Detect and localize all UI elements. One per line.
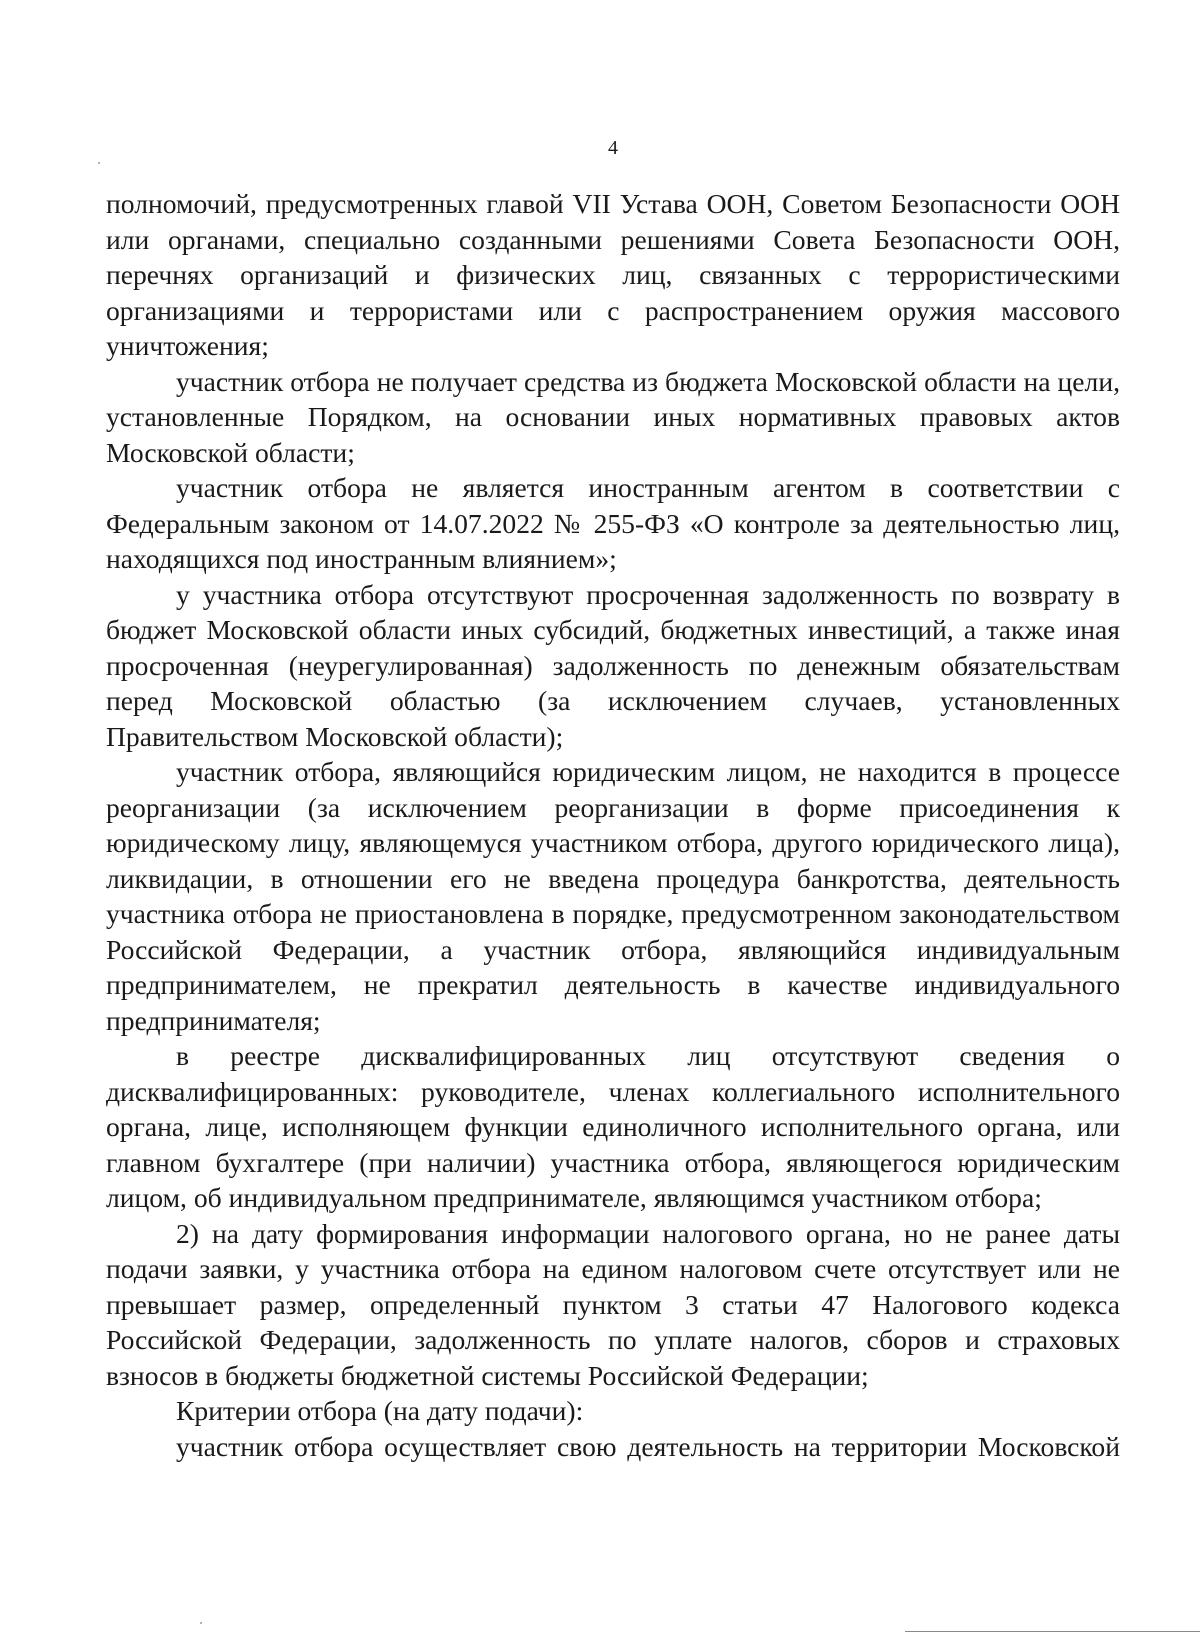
scan-artifact-edge-line: [905, 1631, 1200, 1632]
paragraph-territory-criterion: участник отбора осуществляет свою деятельность на территории Московской: [176, 1430, 1120, 1462]
page-number: 4: [608, 137, 618, 159]
paragraph-tax-debt-condition: 2) на дату формирования информации налогового органа, но не ранее даты подачи заявки, у участника отбора на едином налоговом счете отсутствует или не превышает размер, определенный пунктом 3 статьи 47 Налогового кодекса Российской Федерации, задолженность по уплате налогов, сборов и страховых взносов в бюджеты бюджетной системы Российской Федерации;: [106, 1217, 1120, 1391]
paragraph-un-sanctions-continuation: полномочий, предусмотренных главой VII Устава ООН, Советом Безопасности ООН или органами, специально созданными решениями Совета Безопасности ООН, перечнях организаций и физических лиц, связанных с террористическими организациями и террористами или с распространением оружия массового уничтожения;: [106, 188, 1120, 361]
paragraph-selection-criteria-heading: Критерии отбора (на дату подачи):: [176, 1395, 584, 1426]
paragraph-no-reorganization: участник отбора, являющийся юридическим лицом, не находится в процессе реорганизации (за исключением реорганизации в форме присоединения к юридическому лицу, являющемуся участником отбора, другого юридического лица), ликвидации, в отношении его не введена процедура банкротства, деятельность участника отбора не приостановлена в порядке, предусмотренном законодательством Российской Федерации, а участник отбора, являющийся индивидуальным предпринимателем, не прекратил деятельность в качестве индивидуального предпринимателя;: [106, 756, 1120, 1036]
paragraph-disqualified-persons-registry: в реестре дисквалифицированных лиц отсутствуют сведения о дисквалифицированных: руководителе, членах коллегиального исполнительного органа, лице, исполняющем функции единоличного исполнительного органа, или главном бухгалтере (при наличии) участника отбора, являющегося юридическим лицом, об индивидуальном предпринимателе, являющимся участником отбора;: [106, 1040, 1120, 1213]
scan-artifact-dot: [200, 1622, 202, 1624]
scan-artifact-dot: [98, 162, 100, 164]
paragraph-not-foreign-agent: участник отбора не является иностранным агентом в соответствии с Федеральным законом от 14.07.2022 № 255-ФЗ «О контроле за деятельностью лиц, находящихся под иностранным влиянием»;: [106, 472, 1120, 574]
paragraph-no-overdue-debt: у участника отбора отсутствуют просроченная задолженность по возврату в бюджет Московской области иных субсидий, бюджетных инвестиций, а также иная просроченная (неурегулированная) задолженность по денежным обязательствам перед Московской областью (за исключением случаев, установленных Правительством Московской области);: [106, 578, 1120, 752]
paragraph-no-budget-funds: участник отбора не получает средства из бюджета Московской области на цели, установленные Порядком, на основании иных нормативных правовых актов Московской области;: [106, 365, 1120, 468]
document-body: [106, 186, 1120, 1464]
